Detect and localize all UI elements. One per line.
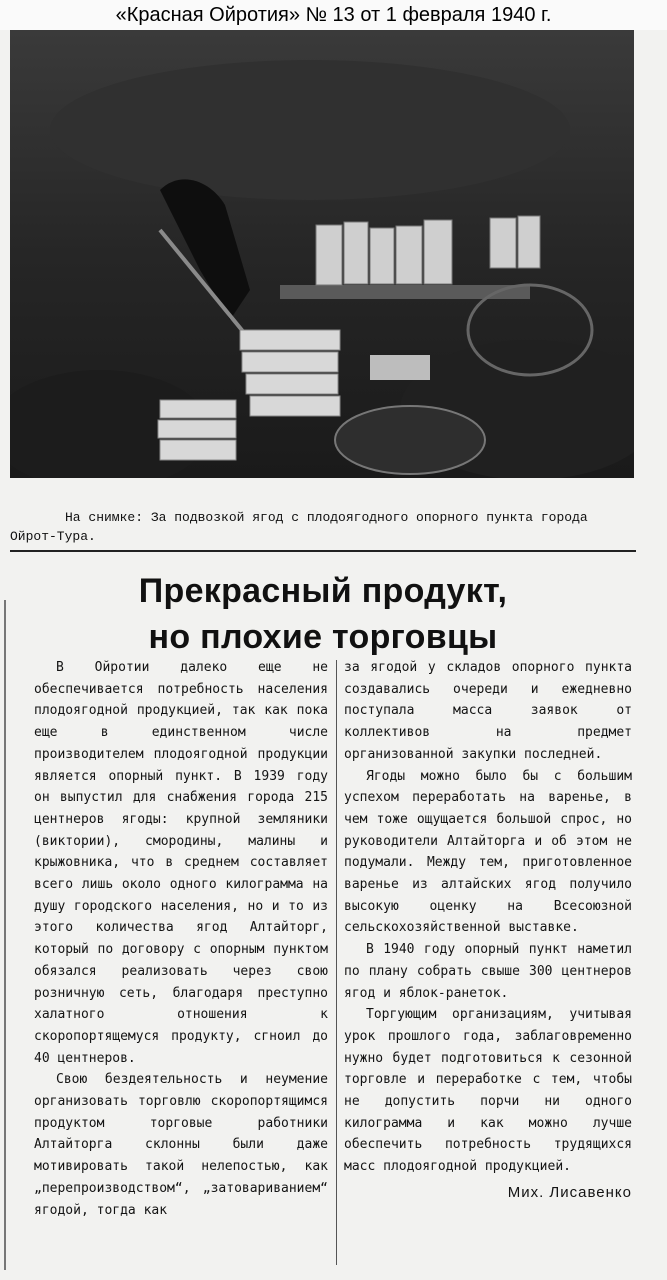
article-column-2 [344, 657, 632, 1204]
paragraph: В Ойротии далеко еще не обеспечивается потребность населения плодоягодной продукцией, так как пока еще в единственном числе производителем плодоягодной продукции является опорный пункт. В 1939 году он выпустил для снабжения города 215 центнеров ягоды: крупной земляники (виктории), смородины, малины и крыжовника, что в среднем составляет всего лишь около одного килограмма на душу городского населения, но и то из этого количества ягод Алтайторг, который по договору с опорным пунктом обязался реализовать через свою розничную сеть, благодаря преступно халатного отношения к скоропортящемуся продукту, сгноил до 40 центнеров. [34, 660, 328, 1066]
article-column-1 [34, 657, 328, 1221]
page-edge [4, 600, 6, 1270]
divider-rule [10, 550, 636, 552]
photo-caption: На снимке: За подвозкой ягод с плодоягодного опорного пункта города Ойрот-Тура. [10, 510, 588, 544]
article-title [10, 568, 636, 660]
paragraph: В 1940 году опорный пункт наметил по плану собрать свыше 300 центнеров ягод и яблок-ранеток. [344, 942, 632, 1001]
title-line-1: Прекрасный продукт, [138, 572, 508, 610]
paragraph: Ягоды можно было бы с большим успехом переработать на варенье, в чем тоже ощущается большой спрос, но руководители Алтайторга и об этом не подумали. Между тем, приготовленное варенье из алтайских ягод получило высокую оценку на Всесоюзной сельскохозяйственной выставке. [344, 768, 632, 936]
author-signature: Мих. Лисавенко [507, 1183, 632, 1201]
column-divider [336, 660, 337, 1265]
title-line-2: но плохие торговцы [148, 618, 498, 656]
paragraph: Свою бездеятельность и неумение организовать торговлю скоропортящимся продуктом торговые работники Алтайторга склонны были даже мотивировать такой нелепостью, как „перепроизводством“, „затовариванием“ ягодой, тогда как [34, 1072, 328, 1218]
paragraph: за ягодой у складов опорного пункта создавались очереди и ежедневно поступала масса заявок от коллективов на предмет организованной закупки последней. [344, 660, 632, 762]
newspaper-photo [10, 30, 634, 478]
photo-berry-crates-icon [10, 30, 634, 478]
paragraph: Торгующим организациям, учитывая урок прошлого года, заблаговременно нужно будет подготовиться к сезонной торговле и переработке с тем, чтобы не допустить порчи ни одного килограмма и как можно лучше обеспечить потребность трудящихся масс плодоягодной продукцией. [344, 1007, 632, 1175]
source-header: «Красная Ойротия» № 13 от 1 февраля 1940 г. [0, 0, 667, 30]
